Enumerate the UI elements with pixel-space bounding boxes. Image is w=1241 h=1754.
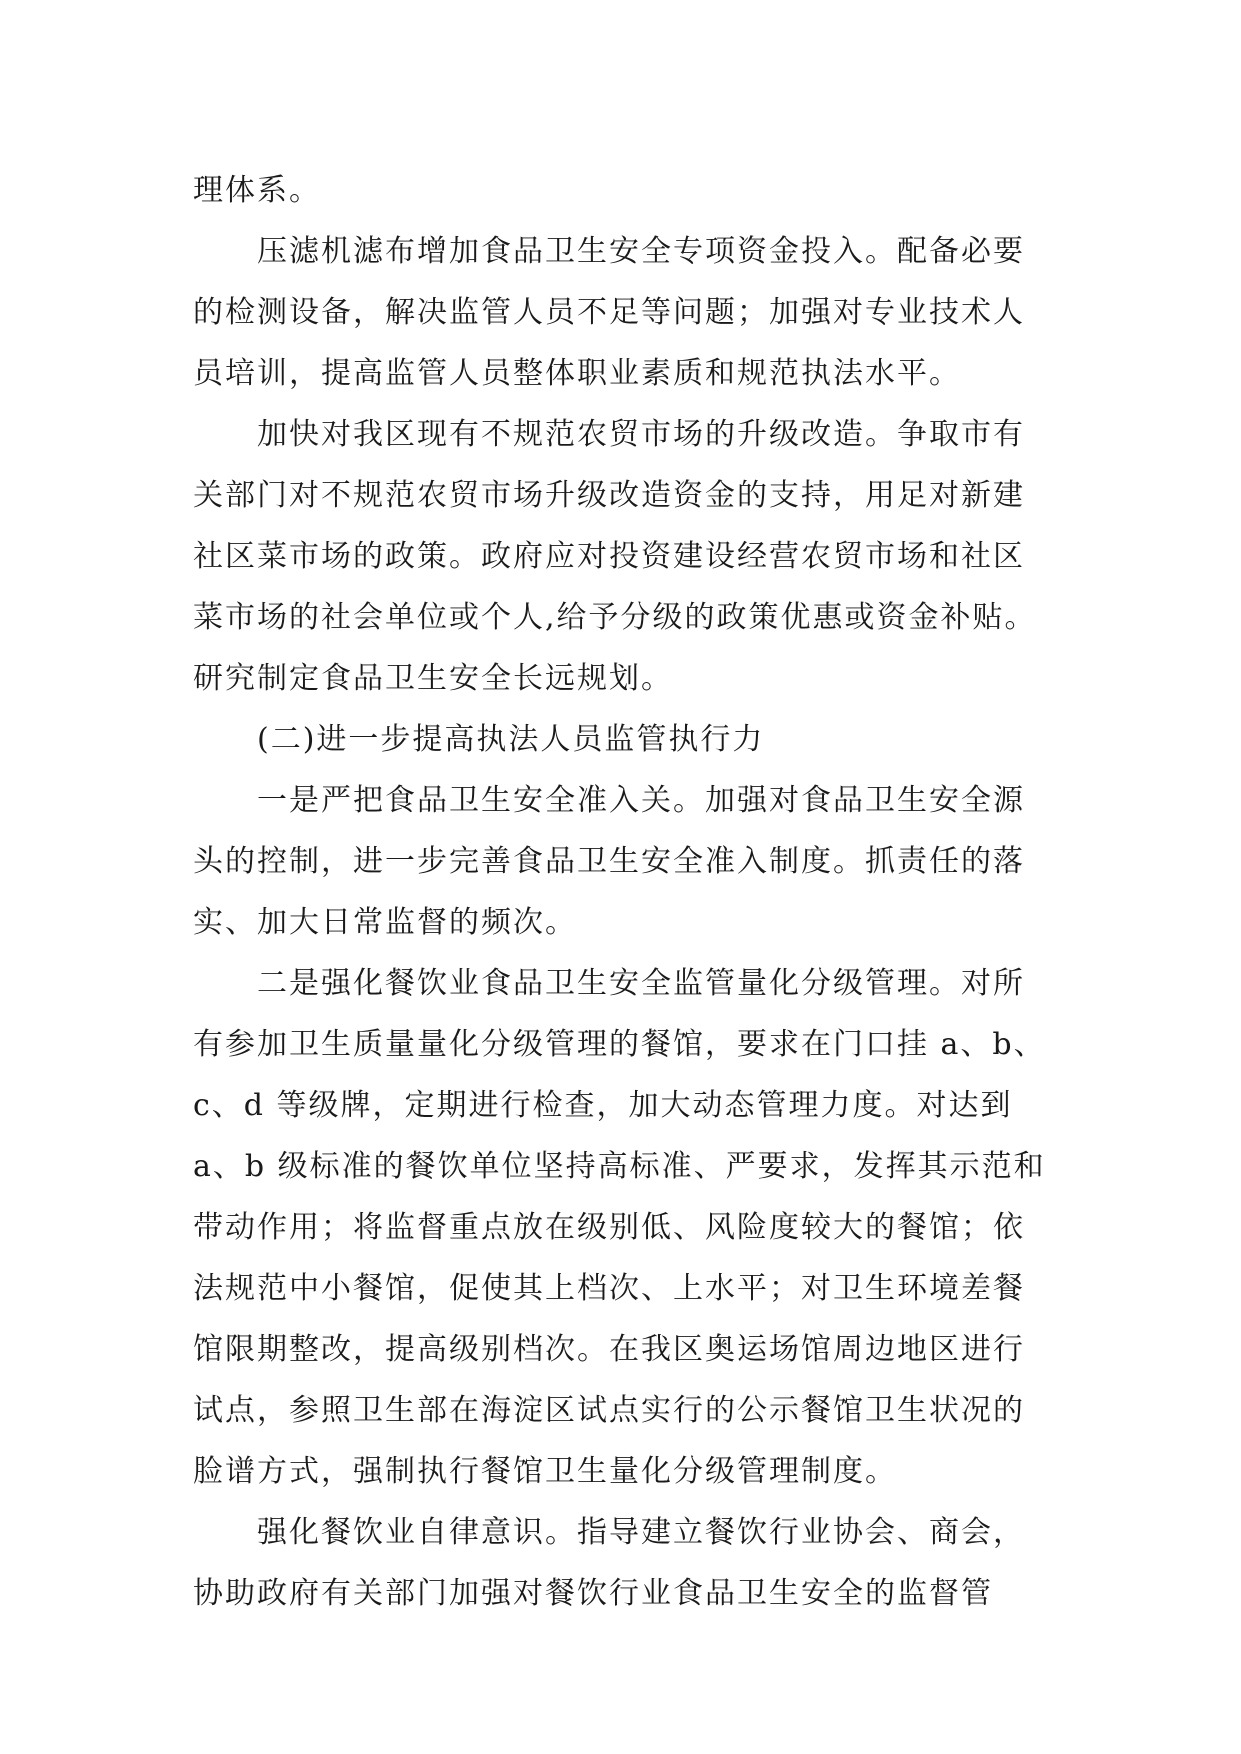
text-line: 头的控制，进一步完善食品卫生安全准入制度。抓责任的落 [193, 844, 1025, 879]
text-line: 协助政府有关部门加强对餐饮行业食品卫生安全的监督管 [193, 1576, 993, 1611]
text-line: 试点，参照卫生部在海淀区试点实行的公示餐馆卫生状况的 [193, 1393, 1025, 1428]
text-line: 加快对我区现有不规范农贸市场的升级改造。争取市有 [257, 417, 1025, 452]
text-line: 一是严把食品卫生安全准入关。加强对食品卫生安全源 [257, 783, 1025, 818]
text-line: 二是强化餐饮业食品卫生安全监管量化分级管理。对所 [257, 966, 1025, 1001]
section-heading: (二)进一步提高执法人员监管执行力 [257, 722, 765, 757]
text-line: 理体系。 [193, 173, 321, 208]
text-line: 的检测设备，解决监管人员不足等问题；加强对专业技术人 [193, 295, 1025, 330]
text-line: 实、加大日常监督的频次。 [193, 905, 577, 940]
text-line: 有参加卫生质量量化分级管理的餐馆，要求在门口挂 a、b、 [193, 1027, 1046, 1062]
text-line: 馆限期整改，提高级别档次。在我区奥运场馆周边地区进行 [193, 1332, 1025, 1367]
text-line: 法规范中小餐馆，促使其上档次、上水平；对卫生环境差餐 [193, 1271, 1025, 1306]
text-line: 带动作用；将监督重点放在级别低、风险度较大的餐馆；依 [193, 1210, 1025, 1245]
text-line: c、d 等级牌，定期进行检查，加大动态管理力度。对达到 [193, 1088, 1013, 1123]
document-body [193, 160, 1053, 1624]
text-line: 员培训，提高监管人员整体职业素质和规范执法水平。 [193, 356, 961, 391]
text-line: 压滤机滤布增加食品卫生安全专项资金投入。配备必要 [257, 234, 1025, 269]
text-line: 社区菜市场的政策。政府应对投资建设经营农贸市场和社区 [193, 539, 1025, 574]
text-line: 关部门对不规范农贸市场升级改造资金的支持，用足对新建 [193, 478, 1025, 513]
text-line: 强化餐饮业自律意识。指导建立餐饮行业协会、商会， [257, 1515, 1025, 1550]
text-line: 菜市场的社会单位或个人,给予分级的政策优惠或资金补贴。 [193, 600, 1037, 635]
text-line: 脸谱方式，强制执行餐馆卫生量化分级管理制度。 [193, 1454, 897, 1489]
text-line: 研究制定食品卫生安全长远规划。 [193, 661, 673, 696]
text-line: a、b 级标准的餐饮单位坚持高标准、严要求，发挥其示范和 [193, 1149, 1046, 1184]
